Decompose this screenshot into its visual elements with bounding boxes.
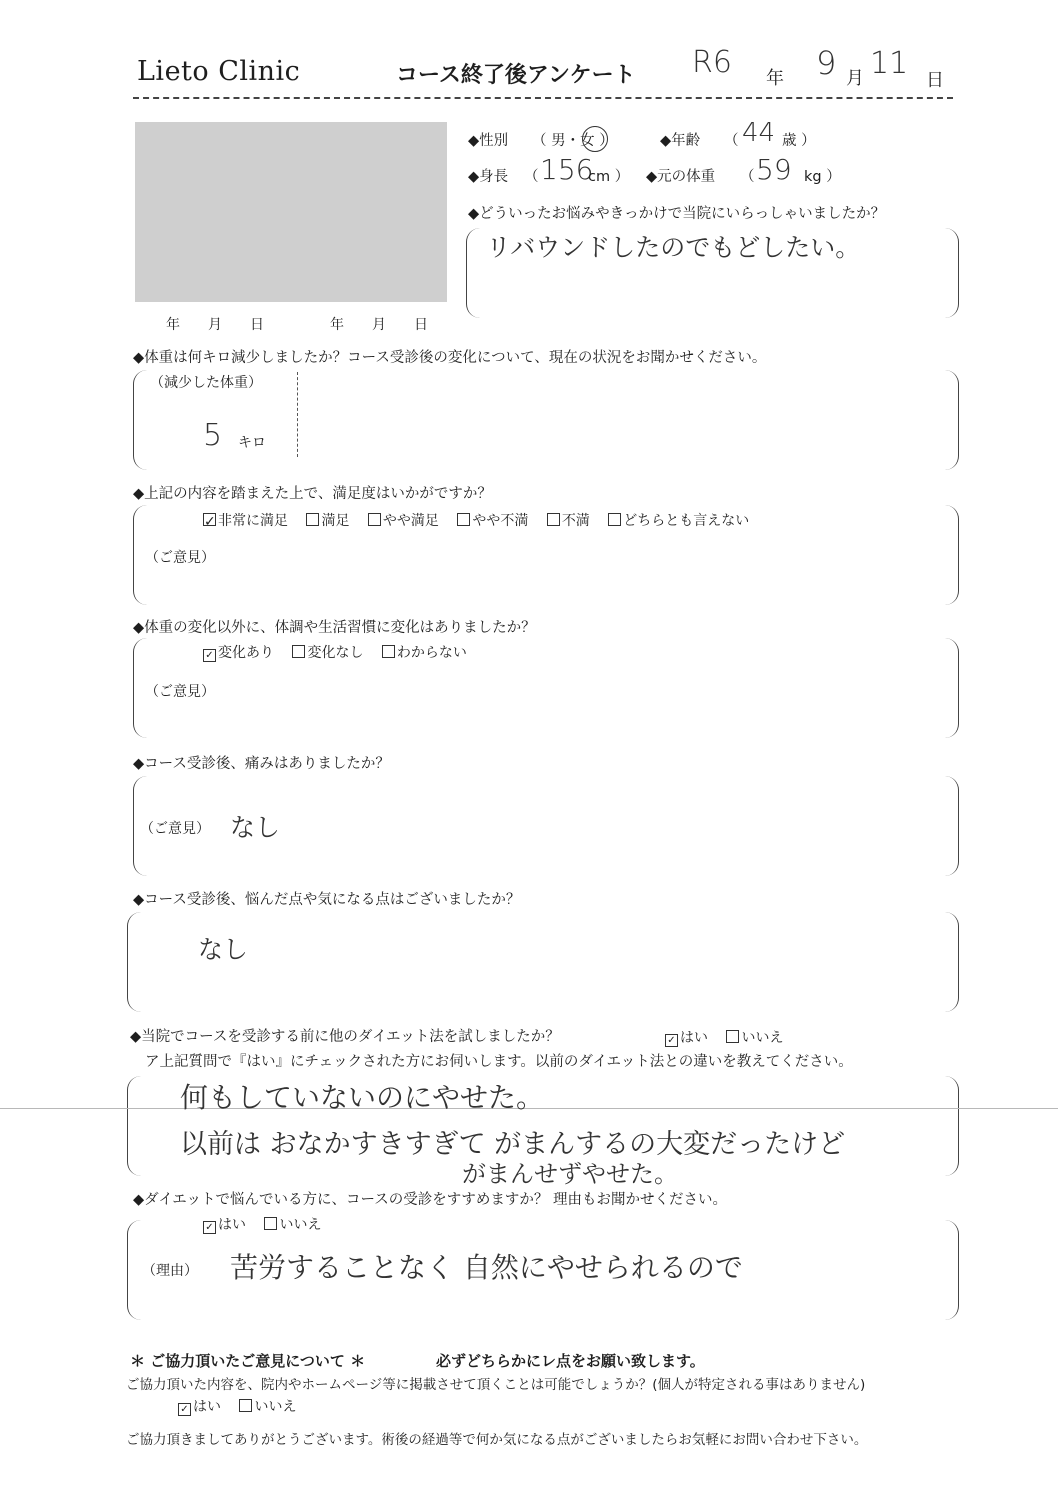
recommend-question: ◆ダイエットで悩んでいる方に、コースの受診をすすめますか？ 理由もお聞かせください。	[133, 1192, 728, 1208]
year-char: 年	[766, 68, 784, 89]
checkbox[interactable]	[547, 513, 560, 526]
other-diet-question: ◆当院でコースを受診する前に他のダイエット法を試しましたか？	[130, 1029, 560, 1045]
weight-unit: kg ）	[804, 169, 841, 185]
checkbox-checked[interactable]: ✓	[203, 649, 216, 662]
satisfaction-question: ◆上記の内容を踏まえた上で、満足度はいかがですか？	[133, 486, 492, 502]
gender-selected-circle	[582, 126, 608, 152]
closing-message: ご協力頂きましてありがとうございます。術後の経過等で何か気になる点がございましたらお気軽にお問い合わせ下さい。	[126, 1432, 868, 1448]
pain-question: ◆コース受診後、痛みはありましたか？	[133, 756, 390, 772]
worry-bracket-right	[944, 912, 959, 1012]
weight-lost-label: （減少した体重）	[150, 375, 262, 391]
form-title: コース終了後アンケート	[396, 63, 636, 88]
gender-options: （ 男・女 ）	[532, 133, 614, 149]
month-char: 月	[846, 68, 864, 89]
change-comment-label: （ご意見）	[145, 684, 215, 700]
checkbox[interactable]	[264, 1217, 277, 1230]
worry-bracket-left	[127, 912, 142, 1012]
option-no[interactable]: いいえ	[264, 1217, 321, 1233]
height-paren: （	[524, 169, 539, 185]
reason-bracket-left	[466, 228, 481, 318]
consent-question: ご協力頂いた内容を、院内やホームページ等に掲載させて頂くことは可能でしょうか？(個人が特定される事はありません)	[126, 1377, 866, 1393]
gender-label: ◆性別	[468, 133, 509, 149]
reason-bracket-right	[944, 228, 959, 318]
option-somewhat-satisfied[interactable]: やや満足	[368, 513, 439, 529]
other-diet-options	[665, 1027, 797, 1047]
weight-lost-unit: キロ	[238, 435, 266, 451]
recommend-reason-answer: 苦労することなく 自然にやせられるので	[230, 1251, 743, 1284]
change-options	[203, 642, 481, 662]
day-value: 11	[870, 46, 909, 81]
other-diet-answer-line2: 以前は おなかすきすぎて がまんするの大変だったけど	[180, 1129, 846, 1160]
age-label: ◆年齢	[660, 133, 701, 149]
before-after-photo	[135, 122, 447, 302]
option-somewhat-dissatisfied[interactable]: やや不満	[457, 513, 528, 529]
option-no-change[interactable]: 変化なし	[292, 645, 363, 661]
checkbox[interactable]	[306, 513, 319, 526]
consent-options	[178, 1396, 310, 1416]
checkbox[interactable]	[382, 645, 395, 658]
option-neither[interactable]: どちらとも言えない	[608, 513, 749, 529]
checkbox-checked[interactable]: ✓	[204, 514, 216, 530]
pain-answer: なし	[230, 813, 281, 842]
footer-notice: 必ずどちらかにレ点をお願い致します。	[436, 1352, 705, 1370]
photo-date-right: 年 月 日	[330, 317, 428, 333]
reason-answer: リバウンドしたのでもどしたい。	[486, 233, 861, 262]
recommend-options	[203, 1214, 335, 1234]
weight-value: 59	[756, 153, 792, 186]
option-dissatisfied[interactable]: 不満	[547, 513, 590, 529]
option-changed[interactable]: ✓ 変化あり	[203, 645, 274, 661]
change-question: ◆体重の変化以外に、体調や生活習慣に変化はありましたか？	[133, 620, 536, 636]
weight-bracket-left	[133, 370, 148, 470]
photo-date-left: 年 月 日	[166, 317, 264, 333]
height-value: 156	[540, 153, 594, 186]
footer-heading: ＊ ご協力頂いたご意見について ＊	[130, 1352, 366, 1370]
month-value: 9	[816, 44, 837, 82]
option-yes[interactable]: ✓ はい	[665, 1030, 708, 1046]
checkbox[interactable]	[292, 645, 305, 658]
worry-answer: なし	[198, 935, 249, 964]
recommend-bracket-right	[944, 1220, 959, 1320]
satisfaction-bracket-right	[944, 505, 959, 605]
height-unit: cm ）	[588, 169, 630, 185]
age-paren: （	[724, 133, 739, 149]
option-unknown[interactable]: わからない	[382, 645, 467, 661]
pain-bracket-right	[944, 776, 959, 876]
weight-bracket-right	[944, 370, 959, 470]
checkbox-checked[interactable]: ✓	[665, 1034, 678, 1047]
other-diet-followup: ア上記質問で『はい』にチェックされた方にお伺いします。以前のダイエット法との違いを教えてください。	[145, 1054, 853, 1070]
checkbox[interactable]	[239, 1399, 252, 1412]
checkbox[interactable]	[457, 513, 470, 526]
header-divider	[133, 97, 953, 99]
era-year: R6	[692, 45, 732, 80]
day-char: 日	[926, 70, 944, 91]
satisfaction-options	[203, 510, 763, 530]
option-very-satisfied[interactable]: ✓ 非常に満足	[204, 513, 288, 530]
reason-question: ◆どういったお悩みやきっかけで当院にいらっしゃいましたか？	[468, 206, 886, 222]
satisfaction-comment-label: （ご意見）	[145, 550, 215, 566]
recommend-bracket-left	[127, 1220, 142, 1320]
option-satisfied[interactable]: 満足	[306, 513, 349, 529]
checkbox-checked[interactable]: ✓	[203, 1221, 216, 1234]
checkbox[interactable]	[368, 513, 381, 526]
checkbox[interactable]	[608, 513, 621, 526]
option-yes[interactable]: ✓ はい	[178, 1399, 221, 1415]
other-diet-bracket-left	[127, 1076, 142, 1176]
pain-comment-label: （ご意見）	[140, 821, 210, 837]
checkbox-checked[interactable]: ✓	[178, 1403, 191, 1416]
weight-divider	[297, 372, 298, 457]
weight-paren: （	[740, 169, 755, 185]
age-value: 44	[742, 118, 776, 148]
change-bracket-right	[944, 638, 959, 738]
other-diet-bracket-right	[944, 1076, 959, 1176]
option-no[interactable]: いいえ	[726, 1030, 783, 1046]
option-no[interactable]: いいえ	[239, 1399, 296, 1415]
age-unit: 歳 ）	[782, 133, 816, 149]
clinic-logo: Lieto Clinic	[137, 56, 301, 87]
height-label: ◆身長	[468, 169, 509, 185]
other-diet-answer-line3: がまんせずやせた。	[462, 1160, 678, 1188]
checkbox[interactable]	[726, 1030, 739, 1043]
weight-question: ◆体重は何キロ減少しましたか？コース受診後の変化について、現在の状況をお聞かせください。	[133, 350, 767, 366]
option-yes[interactable]: ✓ はい	[203, 1217, 246, 1233]
weight-lost-value: 5	[203, 418, 223, 453]
weight-label: ◆元の体重	[646, 169, 716, 185]
recommend-reason-label: （理由）	[142, 1263, 198, 1279]
other-diet-answer-line1: 何もしていないのにやせた。	[180, 1081, 545, 1114]
worry-question: ◆コース受診後、悩んだ点や気になる点はございましたか？	[133, 892, 521, 908]
